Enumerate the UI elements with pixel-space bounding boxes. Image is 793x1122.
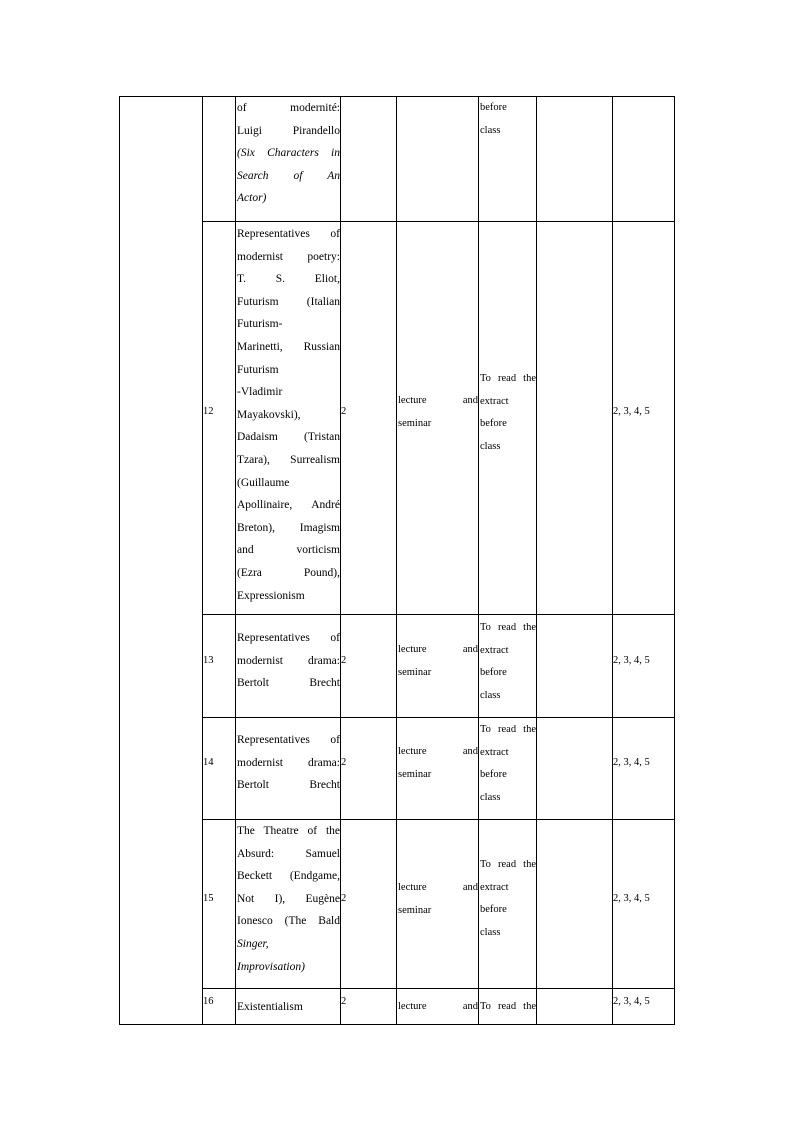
- topic-line: Actor): [237, 192, 267, 205]
- topic-line: -Vladimir: [237, 386, 283, 399]
- topic-cell: [237, 996, 340, 1019]
- competences-cell: 2, 3, 4, 5: [613, 757, 650, 768]
- column-divider: [202, 96, 203, 1025]
- topic-line: Bertolt Brecht: [237, 677, 340, 690]
- competences-cell: 2, 3, 4, 5: [613, 406, 650, 417]
- column-divider: [612, 96, 613, 1025]
- task-line: To read the: [480, 622, 536, 633]
- type-cell: [398, 996, 478, 1019]
- topic-line: Luigi Pirandello: [237, 124, 340, 137]
- task-line: extract: [480, 746, 509, 758]
- topic-line: modernist drama:: [237, 756, 340, 769]
- column-divider: [536, 96, 537, 1025]
- row-number: 15: [203, 893, 214, 904]
- task-line: To read the: [480, 1001, 536, 1012]
- task-line: class: [480, 440, 501, 452]
- topic-line: The Theatre of the: [237, 825, 340, 837]
- task-cell: [480, 97, 536, 142]
- topic-line: Apollinaire, André: [237, 499, 340, 512]
- row-divider: [202, 717, 675, 718]
- task-line: class: [480, 124, 501, 136]
- competences-cell: 2, 3, 4, 5: [613, 655, 650, 666]
- table-border-bottom: [119, 1024, 675, 1025]
- topic-line: and vorticism: [237, 544, 340, 557]
- task-line: class: [480, 791, 501, 803]
- topic-line: Search of An: [237, 169, 340, 182]
- table-border-right: [674, 96, 675, 1025]
- topic-line: T. S. Eliot,: [237, 273, 340, 286]
- topic-line: Existentialism: [237, 1001, 303, 1013]
- row-number: 16: [203, 996, 214, 1007]
- hours-cell: 2: [341, 655, 347, 666]
- table-border-left: [119, 96, 120, 1025]
- topic-line: Dadaism (Tristan: [237, 431, 340, 444]
- topic-line: Tzara), Surrealism: [237, 453, 340, 466]
- course-schedule-table: [119, 96, 675, 1025]
- task-cell: [480, 719, 536, 809]
- task-line: class: [480, 926, 501, 938]
- topic-line: modernist poetry:: [237, 250, 340, 263]
- column-divider: [340, 96, 341, 1025]
- type-line: seminar: [398, 666, 432, 678]
- topic-cell: [237, 627, 340, 695]
- task-line: extract: [480, 395, 509, 407]
- task-line: extract: [480, 881, 509, 893]
- task-line: before: [480, 418, 507, 430]
- row-divider: [202, 221, 675, 222]
- type-line: lecture and: [398, 644, 478, 655]
- column-divider: [396, 96, 397, 1025]
- type-cell: [398, 639, 478, 684]
- type-cell: [398, 877, 478, 922]
- topic-line: of modernité:: [237, 102, 340, 114]
- topic-line: Futurism (Italian: [237, 295, 340, 308]
- task-line: extract: [480, 644, 509, 656]
- type-line: seminar: [398, 768, 432, 780]
- topic-line: (Ezra Pound),: [237, 566, 340, 579]
- type-line: lecture and: [398, 1001, 478, 1012]
- competences-cell: 2, 3, 4, 5: [613, 996, 650, 1007]
- topic-cell: [237, 729, 340, 797]
- task-line: class: [480, 689, 501, 701]
- hours-cell: 2: [341, 996, 347, 1007]
- row-number: 12: [203, 406, 214, 417]
- topic-line: Futurism: [237, 363, 279, 376]
- task-line: before: [480, 904, 507, 916]
- topic-line: Beckett (Endgame,: [237, 870, 340, 883]
- row-divider: [202, 988, 675, 989]
- type-cell: [398, 390, 478, 435]
- column-divider: [478, 96, 479, 1025]
- row-divider: [202, 614, 675, 615]
- type-line: lecture and: [398, 746, 478, 757]
- topic-line: (Six Characters in: [237, 147, 340, 160]
- column-divider: [235, 96, 236, 1025]
- task-line: before: [480, 102, 507, 113]
- type-cell: [398, 741, 478, 786]
- competences-cell: 2, 3, 4, 5: [613, 893, 650, 904]
- task-cell: [480, 996, 536, 1019]
- hours-cell: 2: [341, 893, 347, 904]
- row-number: 14: [203, 757, 214, 768]
- topic-cell: [237, 223, 340, 607]
- topic-line: modernist drama:: [237, 654, 340, 667]
- topic-line: Improvisation): [237, 960, 305, 973]
- task-cell: [480, 368, 536, 458]
- topic-line: Representatives of: [237, 228, 340, 240]
- topic-line: Not I), Eugène: [237, 892, 340, 905]
- type-line: seminar: [398, 417, 432, 429]
- topic-cell: [237, 97, 340, 210]
- topic-line: Expressionism: [237, 589, 305, 602]
- topic-line: Bertolt Brecht: [237, 779, 340, 792]
- topic-line: Representatives of: [237, 734, 340, 746]
- task-cell: [480, 617, 536, 707]
- task-line: before: [480, 667, 507, 679]
- task-cell: [480, 854, 536, 944]
- row-number: 13: [203, 655, 214, 666]
- topic-line: Singer,: [237, 937, 269, 950]
- topic-cell: [237, 820, 340, 978]
- topic-line: (Guillaume: [237, 476, 290, 489]
- topic-line: Representatives of: [237, 632, 340, 644]
- task-line: before: [480, 769, 507, 781]
- hours-cell: 2: [341, 406, 347, 417]
- hours-cell: 2: [341, 757, 347, 768]
- type-line: lecture and: [398, 882, 478, 893]
- topic-line: Futurism-: [237, 318, 283, 331]
- type-line: lecture and: [398, 395, 478, 406]
- task-line: To read the: [480, 373, 536, 384]
- topic-line: Absurd: Samuel: [237, 847, 340, 860]
- topic-line: Mayakovski),: [237, 408, 301, 421]
- topic-line: Ionesco (The Bald: [237, 915, 340, 928]
- table-border-top: [119, 96, 675, 97]
- type-line: seminar: [398, 904, 432, 916]
- task-line: To read the: [480, 724, 536, 735]
- topic-line: Breton), Imagism: [237, 521, 340, 534]
- topic-line: Marinetti, Russian: [237, 340, 340, 353]
- task-line: To read the: [480, 859, 536, 870]
